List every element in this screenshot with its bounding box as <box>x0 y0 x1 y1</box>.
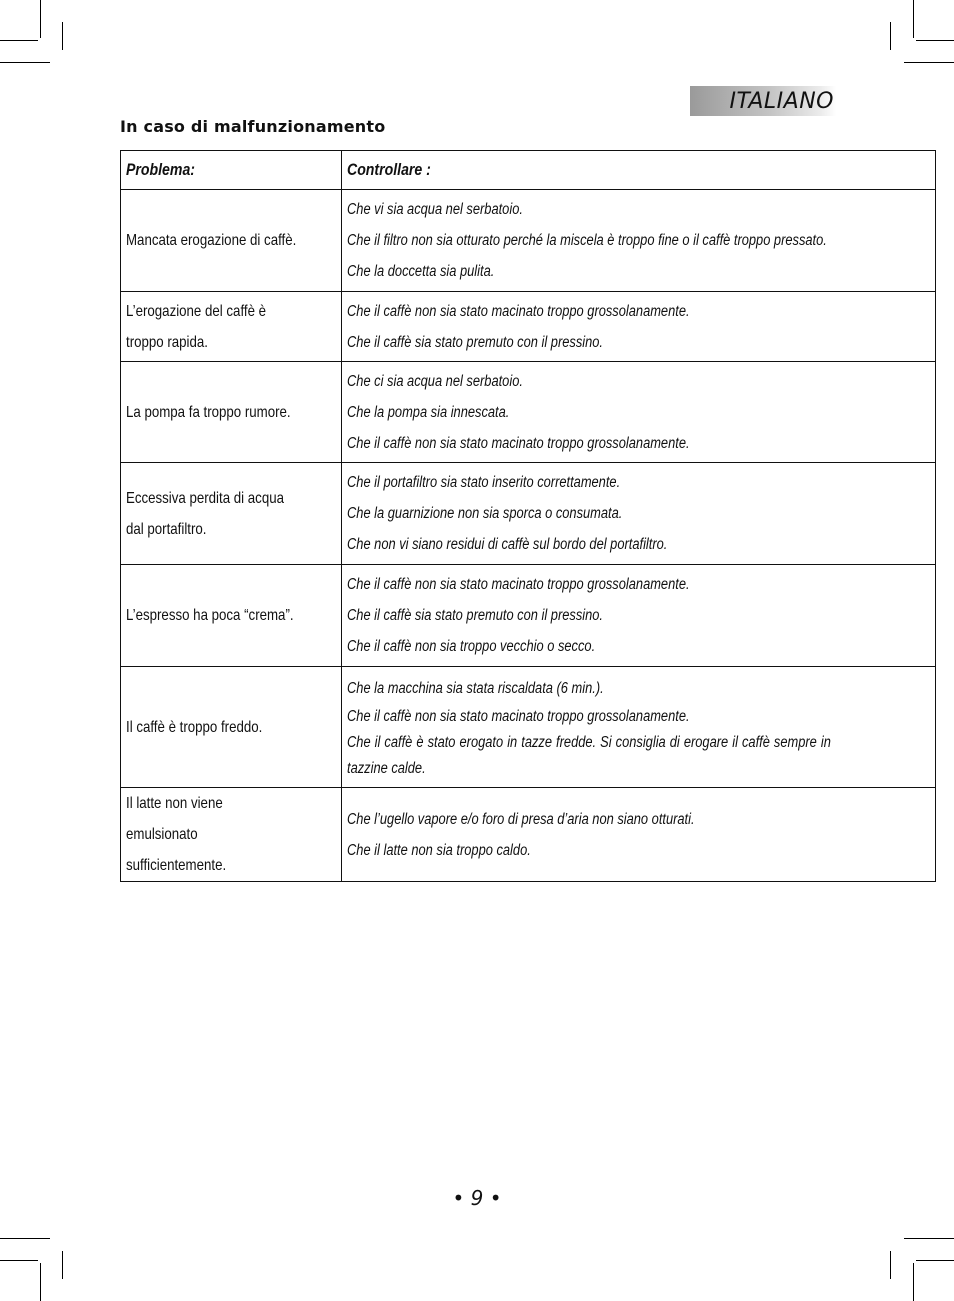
table-row <box>121 463 936 565</box>
check-cell <box>342 667 936 788</box>
problem-cell: Il caffè è troppo freddo. <box>121 667 342 788</box>
problem-cell: Eccessiva perdita di acqua dal portafiltro. <box>121 463 342 565</box>
check-item: Che il caffè sia stato premuto con il pressino. <box>347 333 604 351</box>
crop-mark <box>62 22 63 50</box>
language-label: ITALIANO <box>729 88 834 114</box>
check-cell <box>342 463 936 565</box>
column-header-problem: Problema: <box>121 151 342 190</box>
check-item: Che il filtro non sia otturato perché la miscela è troppo fine o il caffè troppo pressato. <box>347 232 827 249</box>
crop-mark <box>40 0 41 38</box>
language-tab <box>690 86 836 116</box>
check-item: Che il caffè non sia stato macinato troppo grossolanamente. <box>347 576 690 593</box>
check-cell <box>342 190 936 292</box>
check-item: Che ci sia acqua nel serbatoio. <box>347 372 523 390</box>
crop-mark <box>0 40 38 41</box>
table-row <box>121 362 936 463</box>
check-item: Che il caffè sia stato premuto con il pressino. <box>347 607 604 624</box>
check-item: Che il caffè è stato erogato in tazze fredde. Si consiglia di erogare il caffè sempre in tazzine calde. <box>347 733 831 777</box>
check-item: Che il caffè non sia troppo vecchio o secco. <box>347 638 596 655</box>
crop-mark <box>913 1263 914 1301</box>
table-row <box>121 190 936 292</box>
crop-mark <box>40 1263 41 1301</box>
table-header-row <box>121 151 936 190</box>
check-cell <box>342 362 936 463</box>
table-row <box>121 292 936 362</box>
table-row <box>121 788 936 882</box>
check-item: Che l’ugello vapore e/o foro di presa d’aria non siano otturati. <box>347 810 695 828</box>
table-row <box>121 565 936 667</box>
crop-mark <box>62 1251 63 1279</box>
problem-cell: Mancata erogazione di caffè. <box>121 190 342 292</box>
problem-cell: Il latte non viene emulsionato sufficientemente. <box>121 788 342 882</box>
check-cell <box>342 788 936 882</box>
crop-mark <box>913 0 914 38</box>
check-item: Che non vi siano residui di caffè sul bordo del portafiltro. <box>347 536 668 553</box>
check-item: Che la macchina sia stata riscaldata (6 min.). <box>347 679 604 697</box>
check-item: Che vi sia acqua nel serbatoio. <box>347 201 523 218</box>
check-item: Che il caffè non sia stato macinato troppo grossolanamente. <box>347 707 690 725</box>
problem-cell: L’erogazione del caffè è troppo rapida. <box>121 292 342 362</box>
page-number: • 9 • <box>452 1186 502 1210</box>
check-cell <box>342 565 936 667</box>
check-cell <box>342 292 936 362</box>
problem-cell: La pompa fa troppo rumore. <box>121 362 342 463</box>
crop-mark <box>904 62 954 63</box>
check-item: Che il caffè non sia stato macinato troppo grossolanamente. <box>347 302 690 320</box>
troubleshooting-table <box>120 150 936 882</box>
problem-cell: L’espresso ha poca “crema”. <box>121 565 342 667</box>
crop-mark <box>0 1238 50 1239</box>
crop-mark <box>890 22 891 50</box>
check-item: Che il portafiltro sia stato inserito correttamente. <box>347 474 621 491</box>
check-item: Che la pompa sia innescata. <box>347 403 510 421</box>
column-header-check: Controllare : <box>342 151 936 190</box>
check-item: Che il caffè non sia stato macinato troppo grossolanamente. <box>347 434 690 452</box>
crop-mark <box>916 1260 954 1261</box>
check-item: Che il latte non sia troppo caldo. <box>347 841 531 859</box>
crop-mark <box>890 1251 891 1279</box>
crop-mark <box>0 1260 38 1261</box>
check-item: Che la doccetta sia pulita. <box>347 263 495 280</box>
crop-mark <box>0 62 50 63</box>
check-item: Che la guarnizione non sia sporca o consumata. <box>347 505 623 522</box>
crop-mark <box>904 1238 954 1239</box>
section-title: In caso di malfunzionamento <box>120 117 386 136</box>
table-row <box>121 667 936 788</box>
crop-mark <box>916 40 954 41</box>
